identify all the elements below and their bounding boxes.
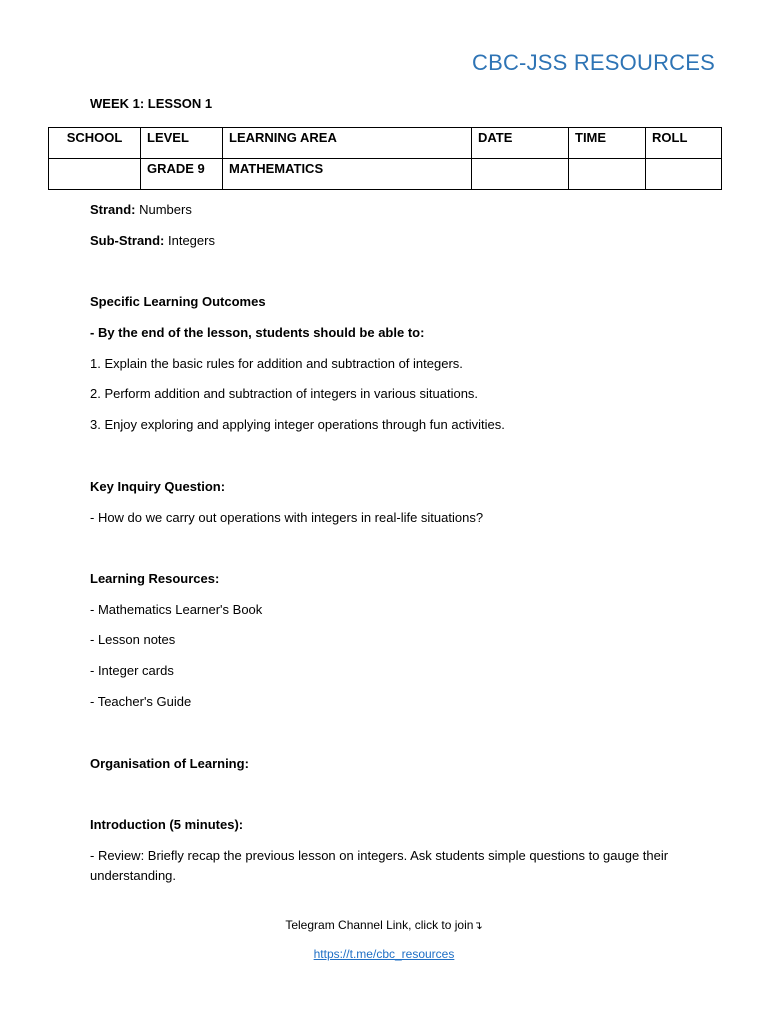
table-row — [49, 159, 722, 190]
arrow-icon: ↴ — [473, 920, 483, 932]
inquiry-heading: Key Inquiry Question: — [90, 479, 226, 494]
inquiry-question: - How do we carry out operations with integers in real-life situations? — [90, 510, 484, 525]
strand-line — [90, 200, 192, 220]
cell-time — [569, 159, 646, 190]
outcomes-heading: Specific Learning Outcomes — [90, 294, 266, 309]
introduction-heading: Introduction (5 minutes): — [90, 817, 244, 832]
outcomes-intro: - By the end of the lesson, students should be able to: — [90, 325, 425, 340]
telegram-link-line — [0, 947, 768, 961]
outcome-item: 2. Perform addition and subtraction of integers in various situations. — [90, 386, 479, 401]
cell-level: GRADE 9 — [141, 159, 223, 190]
header-date: DATE — [472, 128, 569, 159]
outcome-item: 3. Enjoy exploring and applying integer operations through fun activities. — [90, 417, 505, 432]
sub-strand-value: Integers — [164, 233, 215, 248]
lesson-title: WEEK 1: LESSON 1 — [90, 96, 213, 111]
cell-school — [49, 159, 141, 190]
cell-learning-area: MATHEMATICS — [223, 159, 472, 190]
header-level: LEVEL — [141, 128, 223, 159]
telegram-line — [0, 918, 768, 932]
cell-roll — [646, 159, 722, 190]
resources-heading: Learning Resources: — [90, 571, 220, 586]
table-header-row — [49, 128, 722, 159]
cell-date — [472, 159, 569, 190]
resource-item: - Mathematics Learner's Book — [90, 602, 263, 617]
sub-strand-label: Sub-Strand: — [90, 233, 165, 248]
resource-item: - Integer cards — [90, 663, 174, 678]
strand-label: Strand: — [90, 202, 136, 217]
telegram-text: Telegram Channel Link, click to join — [285, 918, 474, 932]
resource-item: - Teacher's Guide — [90, 694, 192, 709]
organisation-heading: Organisation of Learning: — [90, 756, 249, 771]
introduction-text: - Review: Briefly recap the previous lesson on integers. Ask students simple questions to gauge their understanding. — [90, 848, 669, 883]
header-school: SCHOOL — [49, 128, 141, 159]
header-learning-area: LEARNING AREA — [223, 128, 472, 159]
lesson-info-table — [48, 127, 722, 190]
sub-strand-line — [90, 231, 215, 251]
outcome-item: 1. Explain the basic rules for addition and subtraction of integers. — [90, 356, 463, 371]
brand-title: CBC-JSS RESOURCES — [472, 50, 715, 75]
telegram-link[interactable]: https://t.me/cbc_resources — [313, 947, 455, 961]
header-roll: ROLL — [646, 128, 722, 159]
resource-item: - Lesson notes — [90, 632, 176, 647]
strand-value: Numbers — [135, 202, 192, 217]
header-time: TIME — [569, 128, 646, 159]
